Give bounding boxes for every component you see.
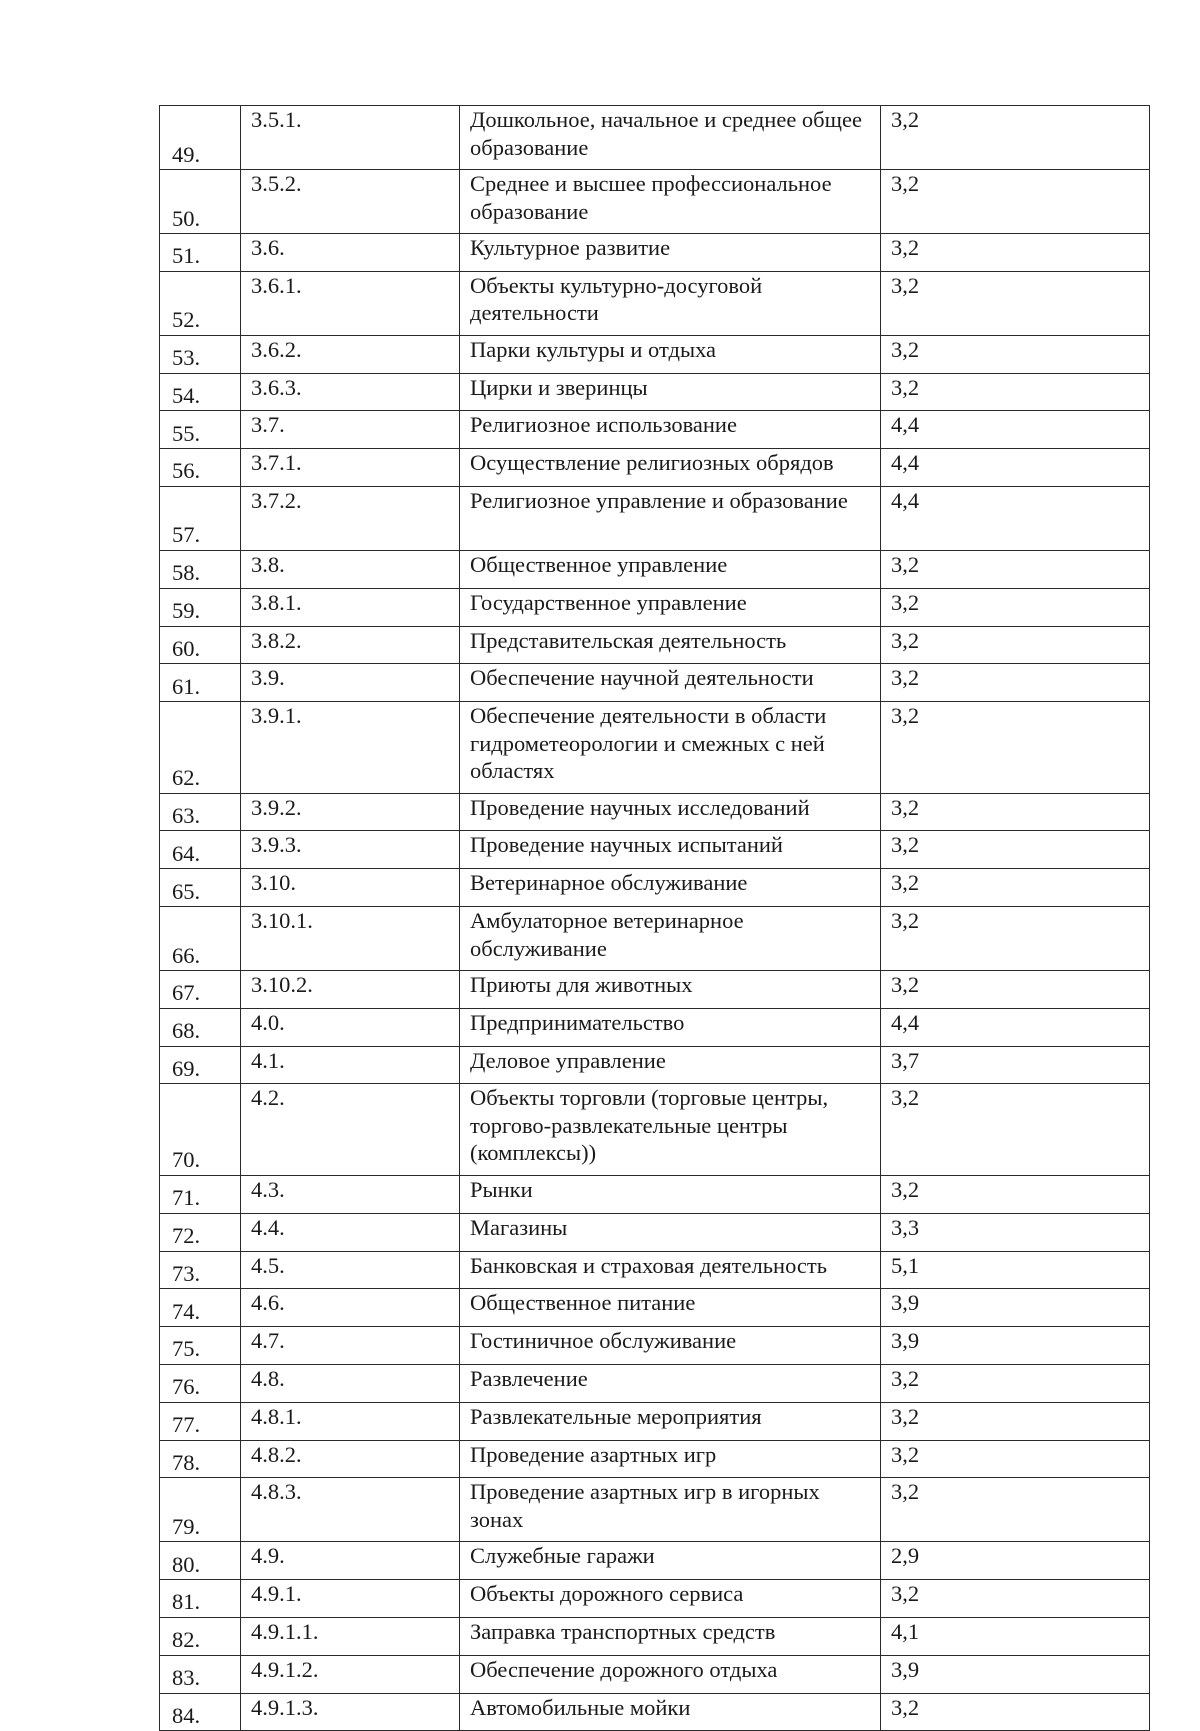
table-row: [160, 1046, 1150, 1084]
row-number: 49.: [160, 106, 241, 170]
row-number: 67.: [160, 971, 241, 1009]
row-number: 69.: [160, 1046, 241, 1084]
row-name: Служебные гаражи: [460, 1542, 881, 1580]
row-code: 3.6.3.: [241, 373, 460, 411]
row-code: 3.8.2.: [241, 626, 460, 664]
row-code: 4.8.2.: [241, 1440, 460, 1478]
row-number: 50.: [160, 170, 241, 234]
row-number: 72.: [160, 1213, 241, 1251]
row-code: 3.5.1.: [241, 106, 460, 170]
row-value: 4,4: [881, 1008, 1150, 1046]
row-name: Обеспечение деятельности в области гидрометеорологии и смежных с ней областях: [460, 702, 881, 794]
table-row: [160, 335, 1150, 373]
row-name: Объекты культурно-досуговой деятельности: [460, 271, 881, 335]
row-name: Общественное питание: [460, 1289, 881, 1327]
row-value: 3,2: [881, 1364, 1150, 1402]
table-row: [160, 1008, 1150, 1046]
row-code: 4.9.1.1.: [241, 1617, 460, 1655]
row-name: Культурное развитие: [460, 234, 881, 272]
row-code: 4.0.: [241, 1008, 460, 1046]
row-value: 3,2: [881, 664, 1150, 702]
row-name: Банковская и страховая деятельность: [460, 1251, 881, 1289]
row-value: 3,9: [881, 1289, 1150, 1327]
table-row: [160, 1289, 1150, 1327]
row-value: 3,2: [881, 1084, 1150, 1176]
row-number: 55.: [160, 411, 241, 449]
row-value: 3,2: [881, 869, 1150, 907]
row-value: 3,2: [881, 1175, 1150, 1213]
table-row: [160, 1542, 1150, 1580]
row-number: 73.: [160, 1251, 241, 1289]
row-number: 56.: [160, 449, 241, 487]
row-name: Магазины: [460, 1213, 881, 1251]
row-code: 3.7.1.: [241, 449, 460, 487]
row-value: 3,2: [881, 971, 1150, 1009]
row-name: Осуществление религиозных обрядов: [460, 449, 881, 487]
row-code: 4.8.1.: [241, 1402, 460, 1440]
row-code: 4.8.3.: [241, 1478, 460, 1542]
row-name: Государственное управление: [460, 588, 881, 626]
row-value: 3,2: [881, 550, 1150, 588]
row-name: Дошкольное, начальное и среднее общее образование: [460, 106, 881, 170]
table-row: [160, 1251, 1150, 1289]
row-number: 53.: [160, 335, 241, 373]
row-name: Объекты торговли (торговые центры, торгово-развлекательные центры (комплексы)): [460, 1084, 881, 1176]
row-value: 4,1: [881, 1617, 1150, 1655]
row-code: 4.9.1.: [241, 1580, 460, 1618]
row-name: Проведение научных испытаний: [460, 831, 881, 869]
row-number: 76.: [160, 1364, 241, 1402]
row-number: 79.: [160, 1478, 241, 1542]
row-number: 58.: [160, 550, 241, 588]
row-number: 78.: [160, 1440, 241, 1478]
row-code: 3.10.1.: [241, 907, 460, 971]
row-code: 3.6.: [241, 234, 460, 272]
row-value: 3,2: [881, 793, 1150, 831]
row-number: 60.: [160, 626, 241, 664]
row-name: Амбулаторное ветеринарное обслуживание: [460, 907, 881, 971]
row-code: 3.8.1.: [241, 588, 460, 626]
row-number: 83.: [160, 1655, 241, 1693]
table-row: [160, 1478, 1150, 1542]
row-code: 3.6.1.: [241, 271, 460, 335]
row-name: Проведение азартных игр: [460, 1440, 881, 1478]
row-code: 3.9.: [241, 664, 460, 702]
row-number: 75.: [160, 1327, 241, 1365]
table-row: [160, 702, 1150, 794]
table-row: [160, 271, 1150, 335]
row-code: 3.9.1.: [241, 702, 460, 794]
row-value: 4,4: [881, 449, 1150, 487]
row-value: 3,2: [881, 170, 1150, 234]
row-code: 4.9.: [241, 1542, 460, 1580]
row-name: Цирки и зверинцы: [460, 373, 881, 411]
row-name: Религиозное использование: [460, 411, 881, 449]
table-row: [160, 831, 1150, 869]
row-number: 52.: [160, 271, 241, 335]
row-value: 3,2: [881, 234, 1150, 272]
row-number: 54.: [160, 373, 241, 411]
row-value: 3,2: [881, 1440, 1150, 1478]
row-number: 65.: [160, 869, 241, 907]
row-code: 4.7.: [241, 1327, 460, 1365]
row-value: 3,2: [881, 831, 1150, 869]
table-row: [160, 626, 1150, 664]
table-row: [160, 1580, 1150, 1618]
row-value: 3,2: [881, 626, 1150, 664]
table-row: [160, 1327, 1150, 1365]
row-number: 66.: [160, 907, 241, 971]
row-name: Религиозное управление и образование: [460, 486, 881, 550]
row-number: 68.: [160, 1008, 241, 1046]
row-code: 4.6.: [241, 1289, 460, 1327]
table-row: [160, 1655, 1150, 1693]
row-code: 4.4.: [241, 1213, 460, 1251]
row-value: 5,1: [881, 1251, 1150, 1289]
row-name: Развлекательные мероприятия: [460, 1402, 881, 1440]
row-value: 2,9: [881, 1542, 1150, 1580]
table-row: [160, 1175, 1150, 1213]
row-code: 4.3.: [241, 1175, 460, 1213]
row-code: 4.2.: [241, 1084, 460, 1176]
table-row: [160, 793, 1150, 831]
row-value: 3,2: [881, 588, 1150, 626]
row-value: 3,2: [881, 907, 1150, 971]
table-row: [160, 449, 1150, 487]
row-name: Приюты для животных: [460, 971, 881, 1009]
row-number: 74.: [160, 1289, 241, 1327]
row-value: 3,9: [881, 1327, 1150, 1365]
row-name: Проведение научных исследований: [460, 793, 881, 831]
row-code: 4.5.: [241, 1251, 460, 1289]
row-code: 4.9.1.3.: [241, 1693, 460, 1731]
row-number: 61.: [160, 664, 241, 702]
row-value: 3,2: [881, 1580, 1150, 1618]
row-name: Предпринимательство: [460, 1008, 881, 1046]
row-name: Развлечение: [460, 1364, 881, 1402]
land-use-table: [159, 105, 1150, 1731]
row-number: 71.: [160, 1175, 241, 1213]
table-row: [160, 234, 1150, 272]
row-name: Объекты дорожного сервиса: [460, 1580, 881, 1618]
table-row: [160, 1440, 1150, 1478]
table-row: [160, 869, 1150, 907]
table-row: [160, 1402, 1150, 1440]
row-number: 84.: [160, 1693, 241, 1731]
row-value: 3,2: [881, 373, 1150, 411]
row-name: Автомобильные мойки: [460, 1693, 881, 1731]
row-name: Общественное управление: [460, 550, 881, 588]
row-number: 59.: [160, 588, 241, 626]
row-code: 3.9.3.: [241, 831, 460, 869]
table-row: [160, 1084, 1150, 1176]
table-row: [160, 1364, 1150, 1402]
row-name: Обеспечение дорожного отдыха: [460, 1655, 881, 1693]
row-code: 4.9.1.2.: [241, 1655, 460, 1693]
row-value: 4,4: [881, 411, 1150, 449]
row-number: 57.: [160, 486, 241, 550]
row-name: Парки культуры и отдыха: [460, 335, 881, 373]
table-row: [160, 170, 1150, 234]
row-number: 70.: [160, 1084, 241, 1176]
row-code: 3.10.2.: [241, 971, 460, 1009]
row-number: 77.: [160, 1402, 241, 1440]
row-name: Представительская деятельность: [460, 626, 881, 664]
table-row: [160, 907, 1150, 971]
row-name: Проведение азартных игр в игорных зонах: [460, 1478, 881, 1542]
row-value: 3,2: [881, 335, 1150, 373]
row-name: Гостиничное обслуживание: [460, 1327, 881, 1365]
row-code: 3.10.: [241, 869, 460, 907]
table-row: [160, 373, 1150, 411]
row-code: 4.8.: [241, 1364, 460, 1402]
row-code: 3.5.2.: [241, 170, 460, 234]
table-row: [160, 664, 1150, 702]
table-row: [160, 588, 1150, 626]
table-row: [160, 971, 1150, 1009]
row-value: 3,2: [881, 106, 1150, 170]
row-number: 81.: [160, 1580, 241, 1618]
table-body: [160, 106, 1150, 1731]
row-name: Ветеринарное обслуживание: [460, 869, 881, 907]
row-name: Деловое управление: [460, 1046, 881, 1084]
row-value: 3,2: [881, 1693, 1150, 1731]
row-name: Среднее и высшее профессиональное образование: [460, 170, 881, 234]
row-name: Заправка транспортных средств: [460, 1617, 881, 1655]
table-row: [160, 106, 1150, 170]
row-number: 64.: [160, 831, 241, 869]
row-code: 3.9.2.: [241, 793, 460, 831]
table-row: [160, 411, 1150, 449]
row-value: 4,4: [881, 486, 1150, 550]
row-value: 3,2: [881, 702, 1150, 794]
row-code: 4.1.: [241, 1046, 460, 1084]
row-code: 3.6.2.: [241, 335, 460, 373]
table-row: [160, 1213, 1150, 1251]
row-number: 80.: [160, 1542, 241, 1580]
row-name: Рынки: [460, 1175, 881, 1213]
row-number: 82.: [160, 1617, 241, 1655]
row-code: 3.7.2.: [241, 486, 460, 550]
row-number: 63.: [160, 793, 241, 831]
row-value: 3,9: [881, 1655, 1150, 1693]
row-number: 51.: [160, 234, 241, 272]
row-value: 3,7: [881, 1046, 1150, 1084]
table-row: [160, 1693, 1150, 1731]
row-value: 3,2: [881, 1478, 1150, 1542]
table-row: [160, 1617, 1150, 1655]
row-value: 3,2: [881, 1402, 1150, 1440]
row-code: 3.8.: [241, 550, 460, 588]
row-number: 62.: [160, 702, 241, 794]
row-code: 3.7.: [241, 411, 460, 449]
row-value: 3,2: [881, 271, 1150, 335]
row-name: Обеспечение научной деятельности: [460, 664, 881, 702]
table-row: [160, 486, 1150, 550]
row-value: 3,3: [881, 1213, 1150, 1251]
table-row: [160, 550, 1150, 588]
